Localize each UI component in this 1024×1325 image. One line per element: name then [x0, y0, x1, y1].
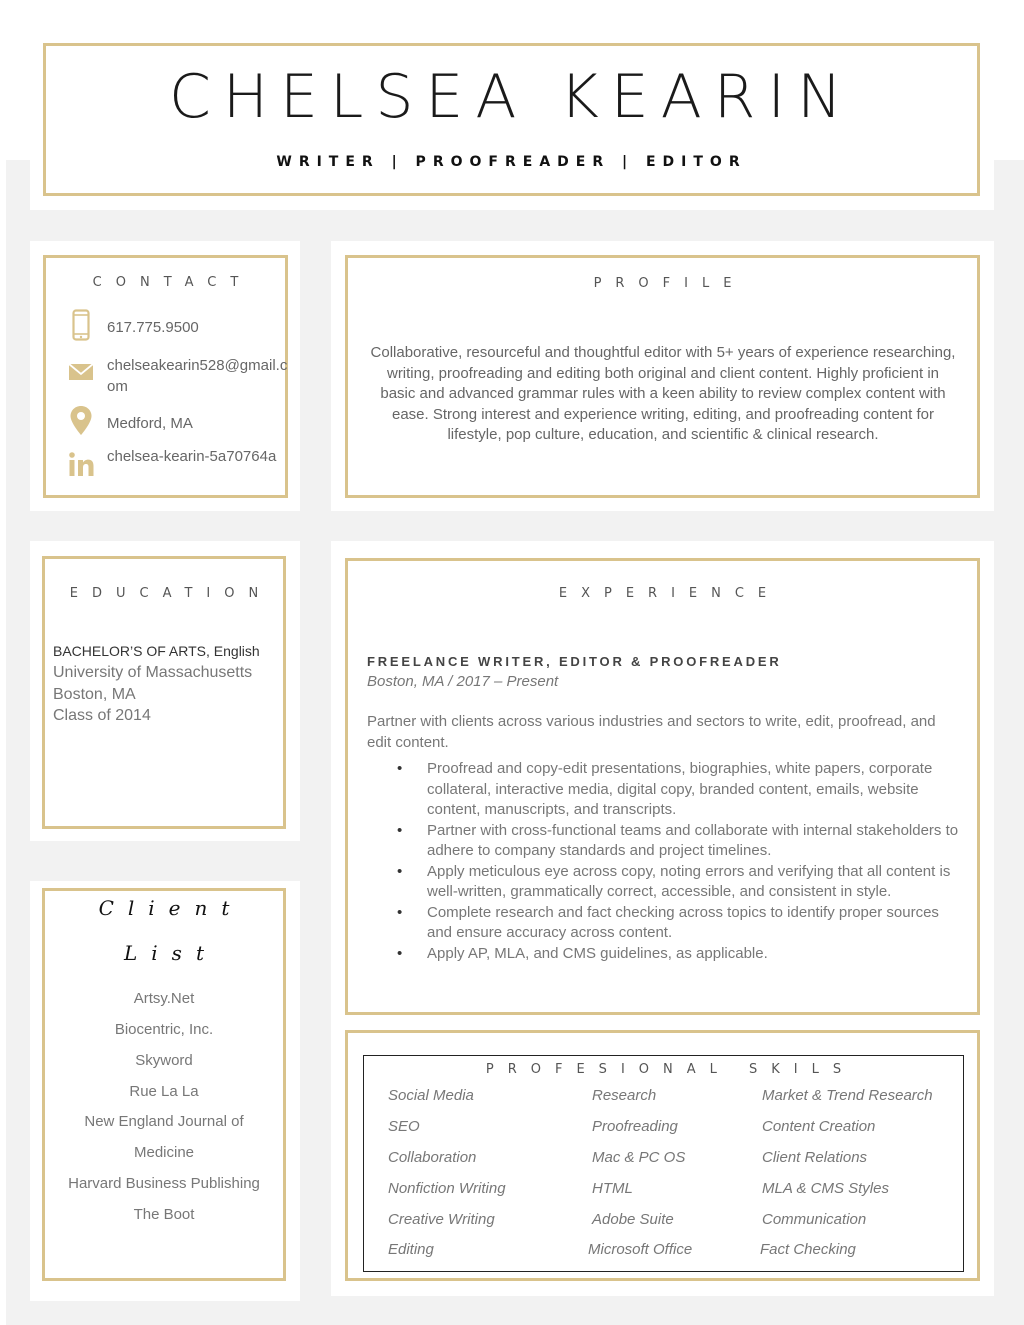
contact-phone: [66, 309, 291, 345]
client-item: Biocentric, Inc.: [114, 1021, 214, 1038]
client-item: Harvard Business Publishing: [68, 1175, 260, 1192]
client-title-line2: List: [124, 941, 218, 965]
contact-location: [66, 404, 291, 440]
phone-icon: [66, 309, 96, 343]
profile-summary: Collaborative, resourceful and thoughtful editor with 5+ years of experience researching, writing, proofreading and editing both original and client content. Highly proficient in basic and advanced grammar rules with a keen ability to review complex content with ease. Strong interest and experience writing, editing, and proofreading content for lifestyle, pop culture, education, and scientific & clinical research.: [370, 344, 956, 444]
education-degree: BACHELOR’S OF ARTS, English: [53, 643, 260, 659]
education-class: Class of 2014: [53, 707, 151, 724]
skill-item: Collaboration: [388, 1149, 477, 1166]
job-bullet: • Partner with cross-functional teams and collaborate with internal stakeholders to adhere to company standards and project timelines.: [367, 821, 967, 862]
skill-item: Nonfiction Writing: [388, 1180, 506, 1197]
envelope-icon: [66, 361, 96, 395]
skill-item: MLA & CMS Styles: [762, 1180, 889, 1197]
skill-item: Communication: [762, 1211, 867, 1228]
skill-item: Content Creation: [762, 1118, 876, 1135]
education-place: Boston, MA: [53, 685, 136, 703]
job-meta: Boston, MA / 2017 – Present: [367, 673, 559, 690]
resume-name: CHELSEA KEARIN: [168, 62, 855, 132]
job-title: FREELANCE WRITER, EDITOR & PROOFREADER: [367, 654, 782, 669]
skill-item: Research: [592, 1087, 657, 1104]
client-item: Rue La La: [129, 1083, 199, 1100]
email-text: chelseakearin528@gmail.com: [107, 357, 288, 395]
skill-item: Market & Trend Research: [762, 1087, 933, 1104]
job-summary: Partner with clients across various industries and sectors to write, edit, proofread, and edit content.: [367, 713, 936, 751]
skill-item: Proofreading: [592, 1118, 678, 1135]
skill-item: Social Media: [388, 1087, 474, 1104]
skill-item: Editing: [388, 1241, 434, 1258]
job-bullet: • Proofread and copy-edit presentations, biographies, white papers, corporate collateral, interactive media, digital copy, branded content, emails, website content, manuscripts, and transcripts.: [367, 759, 967, 821]
map-pin-icon: [66, 404, 96, 438]
location-text: Medford, MA: [107, 415, 193, 432]
skill-item: SEO: [388, 1118, 420, 1135]
client-item: The Boot: [133, 1206, 195, 1223]
client-item: New England Journal of: [84, 1113, 244, 1130]
skill-item: Creative Writing: [388, 1211, 495, 1228]
client-item: Medicine: [133, 1144, 195, 1161]
client-item: Artsy.Net: [133, 990, 195, 1007]
contact-linkedin[interactable]: [66, 446, 291, 488]
skill-item: Microsoft Office: [588, 1241, 693, 1258]
linkedin-text[interactable]: chelsea-kearin-5a70764a: [107, 448, 277, 465]
job-bullet: • Complete research and fact checking across topics to identify proper sources and ensure accuracy across content.: [367, 903, 967, 944]
contact-title: CONTACT: [92, 275, 253, 290]
skill-item: Fact Checking: [760, 1241, 856, 1258]
skill-item: Mac & PC OS: [592, 1149, 686, 1166]
phone-text: 617.775.9500: [107, 319, 199, 336]
job-bullets: [367, 759, 967, 964]
job-bullet: • Apply AP, MLA, and CMS guidelines, as applicable.: [367, 944, 967, 965]
job-bullet: • Apply meticulous eye across copy, noting errors and verifying that all content is well-written, grammatically correct, accessible, and consistent in style.: [367, 862, 967, 903]
skill-item: Client Relations: [762, 1149, 868, 1166]
experience-title: EXPERIENCE: [558, 586, 781, 601]
education-title: EDUCATION: [69, 586, 273, 601]
education-entry: [53, 641, 283, 727]
linkedin-icon: [66, 450, 96, 484]
skill-item: HTML: [592, 1180, 633, 1197]
contact-email: [66, 355, 291, 397]
education-school: University of Massachusetts: [53, 664, 253, 681]
skill-item: Adobe Suite: [592, 1211, 674, 1228]
profile-title: PROFILE: [593, 276, 746, 291]
client-title-line1: Client: [98, 896, 244, 920]
resume-tagline: WRITER | PROOFREADER | EDITOR: [276, 154, 747, 170]
client-item: Skyword: [135, 1052, 193, 1069]
skills-title: PROFESIONAL SKILS: [485, 1062, 856, 1077]
